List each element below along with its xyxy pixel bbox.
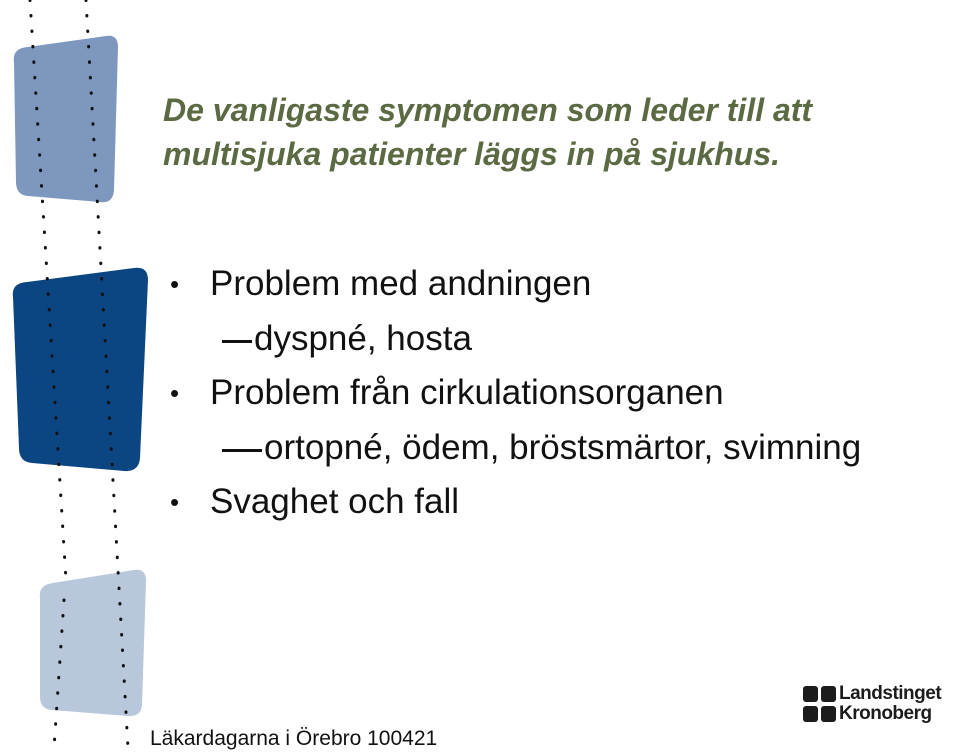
slide-title-line-1: De vanligaste symptomen som leder till att xyxy=(163,92,813,128)
sub-bullet-dash xyxy=(222,340,252,343)
logo-line-1: Landstinget xyxy=(839,683,942,704)
logo-wordmark xyxy=(839,684,941,724)
logo-line-2: Kronoberg xyxy=(839,703,932,724)
sub-bullet-text: dyspné, hosta xyxy=(254,319,472,358)
bottom-light-shape xyxy=(40,570,146,716)
landstinget-kronoberg-logo xyxy=(803,684,958,728)
bullet-dot: • xyxy=(170,378,180,408)
bullet-text: Svaghet och fall xyxy=(210,482,460,521)
bullet-dot: • xyxy=(170,487,180,517)
logo-mark-icon xyxy=(803,686,837,724)
sub-bullet-text: ortopné, ödem, bröstsmärtor, svimning xyxy=(264,428,862,467)
bullet-text: Problem med andningen xyxy=(210,264,592,303)
top-blue-shape xyxy=(14,36,118,203)
slide-title-line-2: multisjuka patienter läggs in på sjukhus. xyxy=(163,136,781,172)
bullet-dot: • xyxy=(170,269,180,299)
footer-text: Läkardagarna i Örebro 100421 xyxy=(150,727,438,750)
slide-title xyxy=(163,88,953,176)
bullet-text: Problem från cirkulationsorganen xyxy=(210,373,724,412)
sub-bullet-dash xyxy=(222,449,262,452)
middle-navy-shape xyxy=(13,268,148,471)
